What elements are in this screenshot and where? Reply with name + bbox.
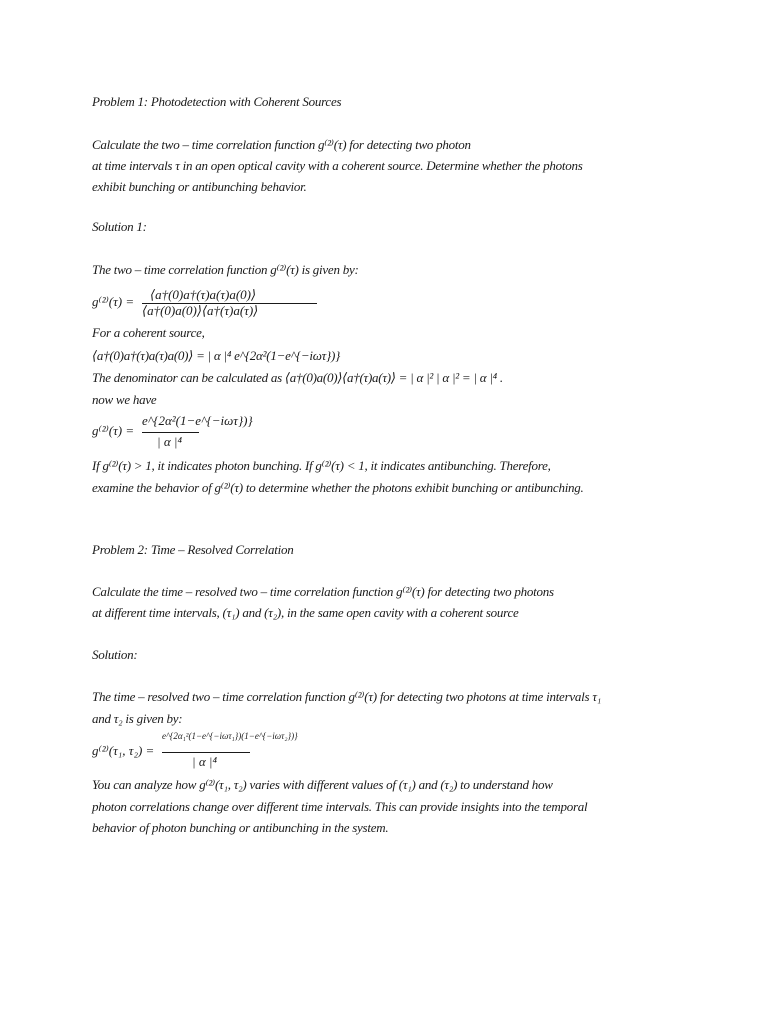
problem-1-heading: Problem 1: Photodetection with Coherent Sources xyxy=(92,94,342,109)
numerator: e^{2α²(1−e^{−iωτ})} xyxy=(142,413,253,428)
problem-1-statement-line-2: at time intervals τ in an open optical cavity with a coherent source. Determine whether the photons xyxy=(92,158,583,173)
denominator: ⟨a†(0)a(0)⟩⟨a†(τ)a(τ)⟩ xyxy=(142,303,259,318)
now-we-have-text: now we have xyxy=(92,392,157,407)
denominator-text: The denominator can be calculated as ⟨a†(0)a(0)⟩⟨a†(τ)a(τ)⟩ = | α |² | α |² = | α |⁴ . xyxy=(92,370,503,385)
conclusion-line-1: If g⁽²⁾(τ) > 1, it indicates photon bunching. If g⁽²⁾(τ) < 1, it indicates antibunching. Therefore, xyxy=(92,458,551,473)
problem-2-statement-line-2: at different time intervals, (τ₁) and (τ₂), in the same open cavity with a coherent source xyxy=(92,605,519,620)
analysis-line-2: photon correlations change over different time intervals. This can provide insights into the temporal xyxy=(92,799,588,814)
solution-2-intro-line-2: and τ₂ is given by: xyxy=(92,711,183,726)
fraction-bar xyxy=(162,752,250,753)
problem-1-statement-line-3: exhibit bunching or antibunching behavior. xyxy=(92,179,307,194)
solution-1-heading: Solution 1: xyxy=(92,219,147,234)
conclusion-line-2: examine the behavior of g⁽²⁾(τ) to determine whether the photons exhibit bunching or antibunching. xyxy=(92,480,584,495)
problem-2-statement-line-1: Calculate the time – resolved two – time correlation function g⁽²⁾(τ) for detecting two photons xyxy=(92,584,554,599)
denominator: | α |⁴ xyxy=(157,434,182,449)
solution-2-heading: Solution: xyxy=(92,647,138,662)
analysis-line-1: You can analyze how g⁽²⁾(τ₁, τ₂) varies with different values of (τ₁) and (τ₂) to understand how xyxy=(92,777,553,792)
analysis-line-3: behavior of photon bunching or antibunching in the system. xyxy=(92,820,389,835)
coherent-source-text: For a coherent source, xyxy=(92,325,205,340)
numerator: e^{2α₁²(1−e^{−iωτ₁})(1−e^{−iωτ₂})} xyxy=(162,731,298,741)
equation-numerator-value: ⟨a†(0)a†(τ)a(τ)a(0)⟩ = | α |⁴ e^{2α²(1−e^{−iωτ})} xyxy=(92,348,341,363)
numerator: ⟨a†(0)a†(τ)a(τ)a(0)⟩ xyxy=(150,287,257,302)
solution-2-intro-line-1: The time – resolved two – time correlation function g⁽²⁾(τ) for detecting two photons at time intervals τ₁ xyxy=(92,689,601,704)
equation-lhs: g⁽²⁾(τ₁, τ₂) = xyxy=(92,743,155,758)
solution-1-intro: The two – time correlation function g⁽²⁾(τ) is given by: xyxy=(92,262,359,277)
fraction-bar xyxy=(142,432,199,433)
denominator: | α |⁴ xyxy=(192,754,217,769)
equation-lhs: g⁽²⁾(τ) = xyxy=(92,423,135,438)
equation-lhs: g⁽²⁾(τ) = xyxy=(92,294,135,309)
problem-2-heading: Problem 2: Time – Resolved Correlation xyxy=(92,542,294,557)
problem-1-statement-line-1: Calculate the two – time correlation function g⁽²⁾(τ) for detecting two photon xyxy=(92,137,471,152)
